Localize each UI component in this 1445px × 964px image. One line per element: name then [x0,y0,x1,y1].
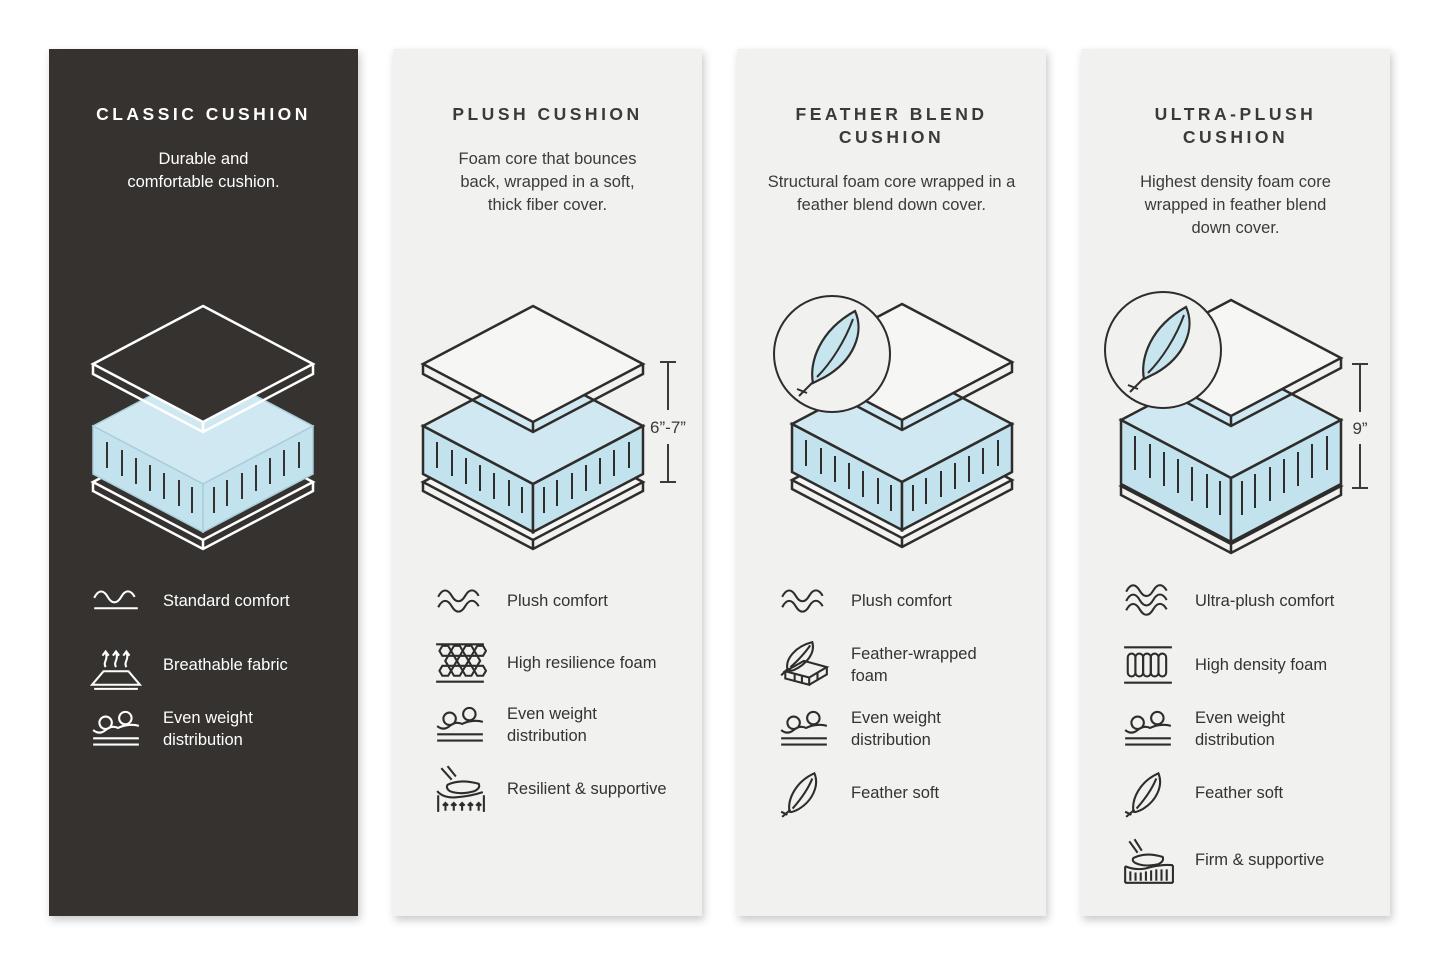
wave-double-icon [431,583,489,619]
cushion-illustration [393,273,702,573]
cushion-illustration [49,273,358,573]
high-density-foam-icon [1119,640,1177,690]
resilient-supportive-icon [431,764,489,814]
feature-label: Firm & supportive [1195,851,1325,869]
cushion-illustration [737,273,1046,573]
panel-description: Structural foam core wrapped in a feather blend down cover. [767,173,1016,214]
layered-cushion-diagram [1081,286,1390,561]
panel-title: FEATHER BLEND CUSHION [795,104,988,147]
feature-row [1119,640,1390,690]
breathable-fabric-icon [87,640,145,690]
feather-icon [775,768,833,818]
feature-label: Plush comfort [507,592,608,610]
feature-label: Feather-wrapped foam [851,645,977,685]
panel-header [448,103,648,273]
feature-label: Even weight distribution [507,705,597,745]
feature-row [775,768,1046,818]
feature-label: Standard comfort [163,592,290,610]
feature-label: Even weight distribution [163,709,253,749]
feature-row [1119,707,1390,751]
feature-label: High density foam [1195,656,1328,674]
panel-header [1111,103,1361,273]
feature-row [431,640,702,686]
height-dimension-label: 9” [1352,418,1368,438]
panel-feather-blend-cushion [737,49,1046,916]
even-weight-icon [87,707,145,751]
feather-wrapped-foam-icon [775,640,833,690]
panel-description: Foam core that bounces back, wrapped in a soft, thick fiber cover. [458,150,637,214]
panel-title: CLASSIC CUSHION [96,104,311,124]
height-dimension [1352,364,1368,488]
feature-row [1119,835,1390,885]
panel-title: ULTRA-PLUSH CUSHION [1154,104,1317,147]
even-weight-icon [431,703,489,747]
feature-row [775,579,1046,623]
even-weight-icon [775,707,833,751]
feature-list [737,573,1046,818]
feature-list [49,573,358,751]
feature-list [1081,573,1390,885]
panel-classic-cushion [49,49,358,916]
panel-ultra-plush-cushion [1081,49,1390,916]
feature-row [431,764,702,814]
feature-row [87,707,358,751]
even-weight-icon [1119,707,1177,751]
panel-plush-cushion [393,49,702,916]
feature-row [87,640,358,690]
panel-description: Highest density foam core wrapped in feather blend down cover. [1140,173,1331,237]
feature-label: Ultra-plush comfort [1195,592,1335,610]
panel-description: Durable and comfortable cushion. [127,150,280,191]
feature-row [87,579,358,623]
layered-cushion-diagram [737,292,1046,554]
wave-double-icon [775,583,833,619]
firm-supportive-icon [1119,835,1177,885]
feature-label: Resilient & supportive [507,780,667,798]
feature-label: Plush comfort [851,592,952,610]
feature-row [1119,768,1390,818]
feature-row [1119,579,1390,623]
feature-row [431,703,702,747]
cushion-illustration [1081,273,1390,573]
panel-header [767,103,1017,273]
panel-title: PLUSH CUSHION [452,104,643,124]
feature-label: Feather soft [1195,784,1284,802]
feature-row [775,640,1046,690]
feature-label: Feather soft [851,784,940,802]
height-dimension [650,362,686,482]
feature-row [431,579,702,623]
feature-label: Even weight distribution [851,709,941,749]
wave-single-icon [87,581,145,621]
wave-triple-icon [1119,581,1177,621]
height-dimension-label: 6”-7” [650,418,686,437]
layered-cushion-diagram [49,294,358,552]
feature-label: High resilience foam [507,654,657,672]
honeycomb-foam-icon [431,640,489,686]
layered-cushion-diagram [393,294,702,552]
feather-badge [1105,292,1221,408]
feature-list [393,573,702,814]
feather-badge [774,296,890,412]
panel-header [96,103,311,273]
feature-label: Even weight distribution [1195,709,1285,749]
feature-row [775,707,1046,751]
feather-icon [1119,768,1177,818]
feature-label: Breathable fabric [163,656,288,674]
